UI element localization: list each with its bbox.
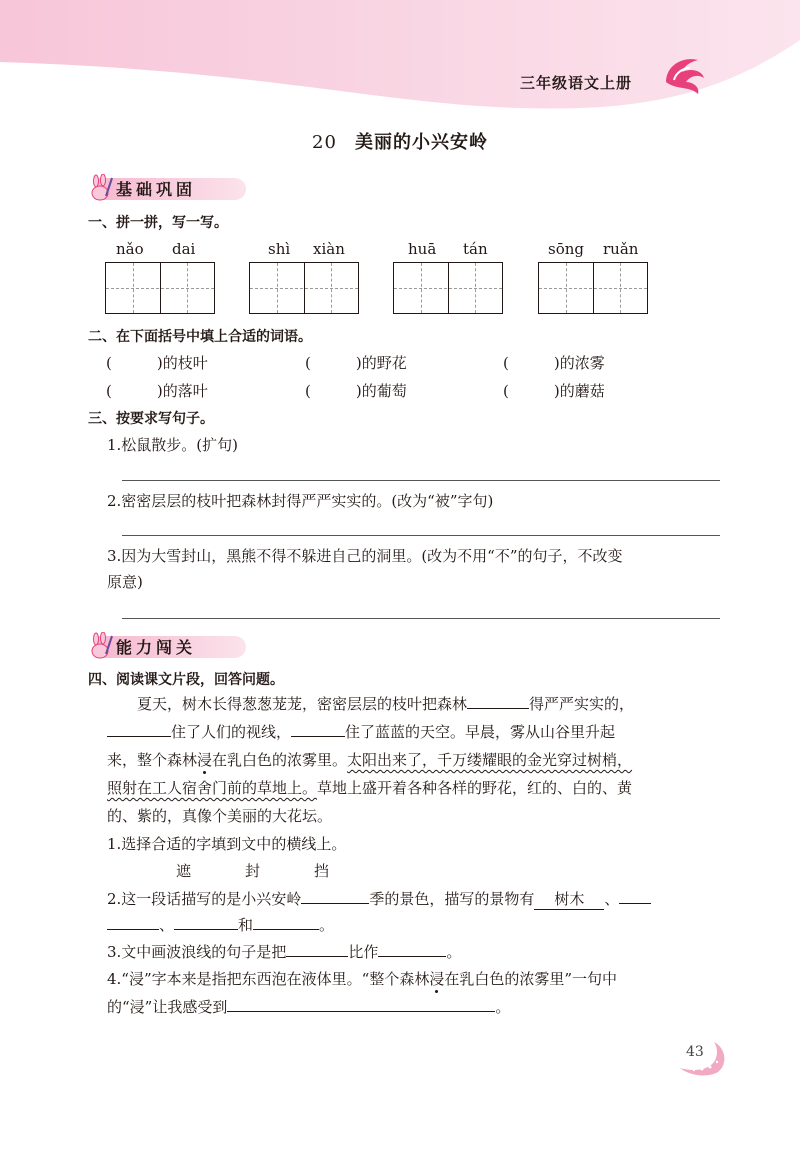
q3-sentence-2: 2.密密层层的枝叶把森林封得严严实实的。(改为“被”字句) — [107, 492, 494, 510]
section-basic — [88, 174, 248, 204]
emphasis-dot-char: 浸 — [197, 751, 213, 769]
pinyin-8: ruǎn — [603, 240, 639, 258]
scenery-blank-2[interactable] — [619, 890, 651, 904]
passage-line-1: 夏天，树木长得葱葱茏茏，密密层层的枝叶把森林 得严严实实的， — [137, 695, 635, 713]
q2-item-5[interactable]: ( )的葡萄 — [305, 382, 407, 400]
season-blank[interactable] — [301, 890, 369, 904]
book-label: 三年级语文上册 — [520, 74, 633, 92]
emphasis-dot-char: 浸 — [429, 970, 445, 988]
passage-line-5: 的、紫的，真像个美丽的大花坛。 — [107, 807, 333, 825]
section-title-ability: 能力闯关 — [116, 638, 197, 657]
q2-item-1[interactable]: ( )的枝叶 — [106, 354, 208, 372]
section-title-basic: 基础巩固 — [116, 180, 197, 199]
q3-heading: 三、按要求写句子。 — [88, 411, 214, 427]
writing-grid-3[interactable] — [393, 262, 503, 314]
writing-grid-4[interactable] — [538, 262, 648, 314]
scenery-blank-3[interactable] — [107, 916, 159, 930]
metaphor-blank-2[interactable] — [378, 943, 446, 957]
q1-heading: 一、拼一拼，写一写。 — [88, 215, 228, 231]
q3-sentence-3-cont: 原意) — [107, 573, 143, 591]
passage-blank-3[interactable] — [291, 723, 345, 737]
choice-1: 遮 — [176, 862, 192, 880]
metaphor-blank-1[interactable] — [286, 943, 348, 957]
choice-2: 封 — [245, 862, 261, 880]
scenery-blank-5[interactable] — [253, 916, 319, 930]
passage-line-4: 照射在工人宿舍门前的草地上。草地上盛开着各种各样的野花，红的、白的、黄 — [107, 779, 633, 797]
scenery-blank-4[interactable] — [174, 916, 238, 930]
q2-item-2[interactable]: ( )的野花 — [305, 354, 407, 372]
pinyin-2: dai — [172, 240, 196, 258]
pinyin-5: huā — [408, 240, 437, 258]
rabbit-icon — [88, 174, 114, 202]
q4-sub-2: 2.这一段话描写的是小兴安岭 季的景色，描写的景物有 树木 、 — [107, 888, 651, 910]
q2-item-4[interactable]: ( )的落叶 — [106, 382, 208, 400]
pinyin-3: shì — [268, 240, 291, 258]
q3-answer-line-3[interactable] — [122, 618, 720, 619]
q4-sub-4-cont: 的“浸”让我感受到 。 — [107, 998, 511, 1016]
feeling-blank[interactable] — [227, 998, 495, 1012]
q3-sentence-3: 3.因为大雪封山，黑熊不得不躲进自己的洞里。(改为不用“不”的句子，不改变 — [107, 547, 623, 565]
page-number: 43 — [686, 1044, 704, 1060]
section-ability — [88, 632, 248, 662]
scenery-blank-1[interactable]: 树木 — [534, 888, 604, 910]
moon-icon — [674, 1040, 734, 1076]
q4-sub-2-cont: 、 和 。 — [107, 914, 334, 935]
wavy-underline-text-2: 照射在工人宿舍门前的草地上。 — [107, 779, 318, 797]
writing-grid-2[interactable] — [249, 262, 359, 314]
rabbit-icon — [88, 632, 114, 660]
q3-sentence-1: 1.松鼠散步。(扩句) — [107, 436, 239, 454]
wavy-underline-text-1: 太阳出来了，千万缕耀眼的金光穿过树梢， — [347, 751, 633, 769]
q4-sub-1: 1.选择合适的字填到文中的横线上。 — [107, 835, 347, 853]
lesson-name: 美丽的小兴安岭 — [354, 132, 488, 153]
passage-blank-1[interactable] — [467, 695, 529, 709]
q3-answer-line-1[interactable] — [122, 480, 720, 481]
passage-blank-2[interactable] — [107, 723, 171, 737]
q4-sub-4: 4.“浸”字本来是指把东西泡在液体里。“整个森林浸在乳白色的浓雾里”一句中 — [107, 970, 618, 988]
lesson-number: 20 — [312, 132, 337, 153]
passage-line-3: 来，整个森林浸在乳白色的浓雾里。太阳出来了，千万缕耀眼的金光穿过树梢， — [107, 751, 633, 769]
q4-sub-3: 3.文中画波浪线的句子是把 比作 。 — [107, 943, 462, 961]
page-number-badge — [674, 1040, 734, 1076]
q3-answer-line-2[interactable] — [122, 535, 720, 536]
choice-3: 挡 — [314, 862, 330, 880]
pinyin-4: xiàn — [313, 240, 345, 258]
lesson-title — [0, 128, 800, 154]
pinyin-1: nǎo — [116, 240, 144, 258]
writing-grid-1[interactable] — [105, 262, 215, 314]
q2-item-3[interactable]: ( )的浓雾 — [503, 354, 605, 372]
publisher-logo-icon — [660, 52, 710, 96]
passage-line-2: 住了人们的视线， 住了蓝蓝的天空。早晨，雾从山谷里升起 — [107, 718, 719, 746]
q2-heading: 二、在下面括号中填上合适的词语。 — [88, 329, 312, 345]
q4-heading: 四、阅读课文片段，回答问题。 — [88, 672, 284, 688]
pinyin-7: sōng — [548, 240, 584, 258]
pinyin-6: tán — [463, 240, 488, 258]
reading-passage — [107, 690, 719, 830]
q2-item-6[interactable]: ( )的蘑菇 — [503, 382, 605, 400]
